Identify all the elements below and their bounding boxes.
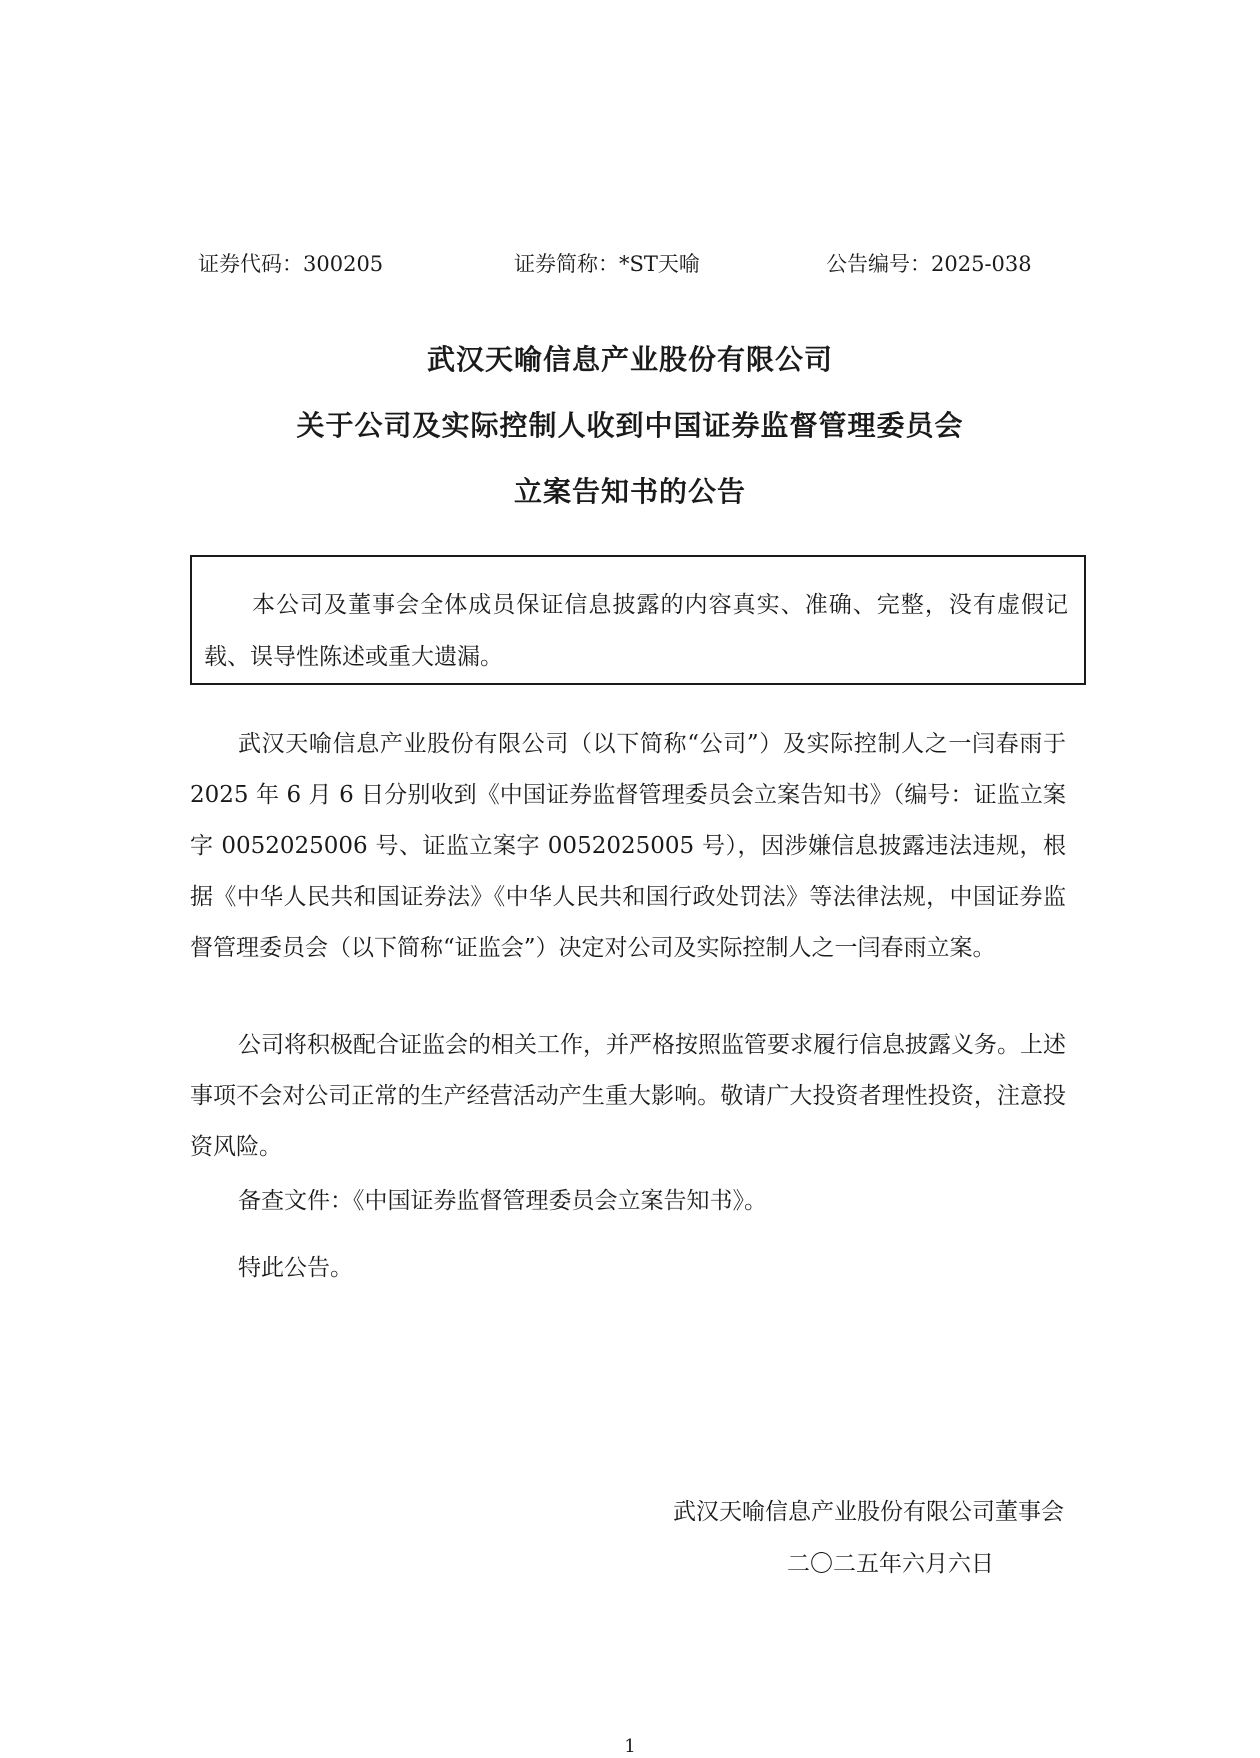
body-paragraph-2: 公司将积极配合证监会的相关工作，并严格按照监管要求履行信息披露义务。上述事项不会对公司正常的生产经营活动产生重大影响。敬请广大投资者理性投资，注意投资风险。 <box>190 1032 1066 1160</box>
reference-document: 备查文件：《中国证券监督管理委员会立案告知书》。 <box>238 1188 767 1214</box>
stock-abbreviation: 证券简称：*ST天喻 <box>514 252 700 276</box>
title-subject-cont: 立案告知书的公告 <box>513 475 746 508</box>
title-company: 武汉天喻信息产业股份有限公司 <box>426 343 833 376</box>
stock-code: 证券代码：300205 <box>198 252 384 276</box>
page-number: 1 <box>624 1736 636 1757</box>
document-header <box>198 248 1058 282</box>
announcement-number: 公告编号：2025-038 <box>826 252 1032 276</box>
signature-company: 武汉天喻信息产业股份有限公司董事会 <box>673 1499 1064 1525</box>
body-paragraph-1: 武汉天喻信息产业股份有限公司（以下简称“公司”）及实际控制人之一闫春雨于 2025 年 6 月 6 日分别收到《中国证券监督管理委员会立案告知书》（编号：证监立案字 0052025006 号、证监立案字 0052025005 号），因涉嫌信息披露违法违规，根据《中华人民共和国证券法》《中华人民共和国行政处罚法》等法律法规，中国证券监督管理委员会（以下简称“证监会”）决定对公司及实际控制人之一闫春雨立案。 <box>190 731 1066 961</box>
signature-date: 二〇二五年六月六日 <box>787 1551 994 1577</box>
title-subject: 关于公司及实际控制人收到中国证券监督管理委员会 <box>296 409 964 442</box>
board-statement-box: 本公司及董事会全体成员保证信息披露的内容真实、准确、完整，没有虚假记载、误导性陈述或重大遗漏。 <box>190 555 1086 685</box>
closing-remark: 特此公告。 <box>238 1255 353 1281</box>
